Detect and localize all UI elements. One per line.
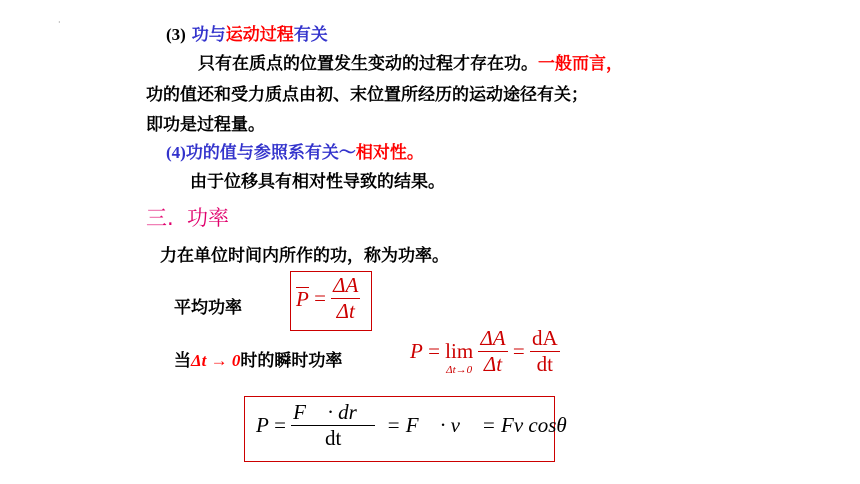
section3-title-a: 功与 (191, 25, 226, 45)
average-power-label: 平均功率 (174, 298, 242, 318)
section3-title-b: 运动过程 (225, 25, 294, 45)
section3-line1-highlight: 一般而言， (538, 54, 623, 74)
instant-power-lhs: P (410, 339, 423, 363)
power-formula (256, 400, 567, 451)
instant-power-condition: Δt → 0 (191, 351, 241, 370)
section3-title (166, 20, 328, 45)
average-power-eq: = (314, 286, 326, 310)
section3-line1 (198, 49, 623, 74)
section3-title-c: 有关 (293, 25, 328, 45)
power-formula-den: dt (291, 425, 375, 451)
instant-power-label-a: 当 (174, 351, 191, 371)
section3-line2: 功的值还和受力质点由初、末位置所经历的运动途径有关； (146, 85, 588, 105)
power-formula-num: F⃗ · dr⃗ (293, 400, 374, 424)
section4-line1: 由于位移具有相对性导致的结果。 (190, 172, 445, 192)
section3-line3: 即功是过程量。 (146, 115, 265, 135)
instant-power-eq1: = (428, 339, 440, 363)
section-heading (146, 202, 229, 232)
instant-power-label-b: 时的瞬时功率 (240, 351, 343, 371)
average-power-den: Δt (331, 298, 360, 324)
power-definition: 力在单位时间内所作的功，称为功率。 (160, 246, 449, 266)
instant-power-lim: lim (445, 339, 474, 363)
section4-title-b: 相对性。 (355, 143, 424, 163)
instant-frac1-num: ΔA (480, 326, 506, 350)
instant-power-label (174, 346, 342, 371)
average-power-num: ΔA (333, 273, 359, 297)
average-power-lhs: P (296, 287, 309, 311)
power-formula-rhs: = F⃗ · v⃗ = Fv cosθ (386, 413, 567, 437)
heading-number: 三. (146, 206, 174, 230)
section3-number: (3) (166, 25, 186, 44)
instant-power-lim-sub: Δt→0 (446, 364, 473, 376)
section4-number: (4) (166, 143, 186, 162)
section3-line1-text: 只有在质点的位置发生变动的过程才存在功。 (198, 54, 538, 74)
average-power-formula (296, 273, 360, 324)
section4-title (166, 138, 424, 163)
instant-frac2-den: dt (530, 351, 560, 377)
instant-frac2-num: dA (531, 326, 558, 350)
instant-power-formula (410, 326, 560, 377)
section4-title-a: 功的值与参照系有关～ (185, 143, 356, 163)
corner-dot: · (58, 18, 61, 27)
instant-power-eq2: = (512, 339, 525, 363)
instant-frac1-den: Δt (478, 351, 507, 377)
heading-title: 功率 (187, 206, 230, 230)
power-formula-eq1: = (274, 413, 286, 437)
power-formula-lhs: P (256, 413, 269, 437)
